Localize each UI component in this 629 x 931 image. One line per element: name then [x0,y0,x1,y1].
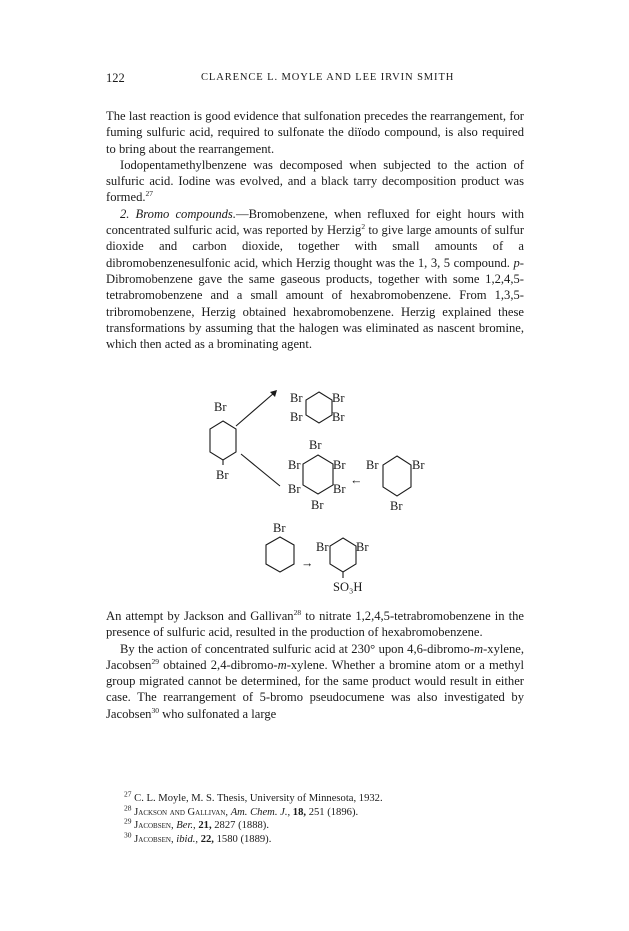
br-label: Br [288,458,301,472]
paragraph-iodopentamethylbenzene: Iodopentamethylbenzene was decomposed when subjected to the action of sulfuric acid. Iodine was evolved, and a black tarry decomposition product was formed.$^{27}$ [106,157,524,205]
paragraph-jackson-gallivan: An attempt by Jackson and Gallivan$^{28}$ to nitrate 1,2,4,5-tetrabromobenzene in the presence of sulfuric acid, resulted in the production of hexabromobenzene. [106,607,525,640]
reaction-scheme-svg [106,388,524,610]
benzene-ring-bromobenzene [266,537,294,572]
br-label: Br [366,458,379,472]
br-label: Br [309,438,322,452]
br-label: Br [311,498,324,512]
br-label: Br [273,521,286,535]
footnote-ref: 30 [151,705,159,715]
paragraph-bromo-compounds: 2. Bromo compounds.—Bromobenzene, when refluxed for eight hours with concentrated sulfuric acid, was reported by Herzig$^2$ to give large amounts of sulfur dioxide and carbon dioxide, together with small amounts of a dibromobenzenesulfonic acid, which Herzig thought was the 1, 3, 5 compound. p-Dibromobenzene gave the same gaseous products, together with some 1,2,4,5-tetrabromobenzene and a small amount of hexabromobenzene. From 1,3,5-tribromobenzene, Herzig obtained hexabromobenzene. Herzig explained these transformations by assuming that the halogen was eliminated as nascent bromine, which then acted as a brominating agent. [106,206,525,352]
footnote-27: $^{27}$ C. L. Moyle, M. S. Thesis, University of Minnesota, 1932. [124,789,383,804]
benzene-ring-tetrabromo [306,392,332,423]
br-label: Br [332,410,345,424]
br-label: Br [390,499,403,513]
footnotes [106,789,524,846]
footnote-ref: 2 [361,221,366,231]
body-text-upper [106,108,524,352]
benzene-ring-sulfonic-acid [330,538,356,572]
footnote-29: $^{29}$ Jacobsen, Ber., 21, 2827 (1888). [124,816,269,832]
reaction-arrow-left: ← [350,473,363,487]
br-label: Br [333,482,346,496]
footnote-ref: 28 [293,607,302,617]
br-label: Br [290,391,303,405]
br-label: Br [316,540,329,554]
bromine-migration-diagram [106,388,524,610]
benzene-ring-dibromo [210,421,236,460]
br-label: Br [333,458,346,472]
footnote-ref: 27 [145,189,154,199]
body-text-lower [106,608,524,722]
br-label: Br [332,391,345,405]
footnote-28: $^{28}$ Jackson and Gallivan, Am. Chem. J., 18, 251 (1896). [124,803,359,818]
footnote-30: $^{30}$ Jacobsen, ibid., 22, 1580 (1889). [124,830,272,845]
br-label: Br [290,410,303,424]
footnote-ref: 29 [151,656,159,666]
page-header [106,71,524,87]
page-number: 122 [106,71,125,85]
paragraph-jacobsen: By the action of concentrated sulfuric acid at 230° upon 4,6-dibromo-m-xylene, Jacobsen$^{29}$ obtained 2,4-dibromo-m-xylene. Whether a bromine atom or a methyl group migrated cannot be determined, for the same product would result in either case. The rearrangement of 5-bromo pseudocumene was also investigated by Jacobsen$^{30}$ who sulfonated a large [106,641,525,721]
br-label: Br [288,482,301,496]
reaction-line-down [241,454,280,486]
running-title: CLARENCE L. MOYLE AND LEE IRVIN SMITH [201,72,455,83]
so3h-label: SO₃H [333,580,363,594]
benzene-ring-tribromo [383,456,411,496]
br-label: Br [412,458,425,472]
br-label: Br [356,540,369,554]
br-label: Br [214,400,227,414]
reaction-arrow-right: → [301,556,314,570]
br-label: Br [216,468,229,482]
benzene-ring-hexabromo [303,455,333,494]
reaction-line-up [236,393,274,426]
paragraph-sulfonation: The last reaction is good evidence that sulfonation precedes the rearrangement, for fuming sulfuric acid, required to sulfonate the diïodo compound, is also required to bring about the rearrangement. [106,109,524,156]
section-label: 2. Bromo compounds. [120,206,236,221]
